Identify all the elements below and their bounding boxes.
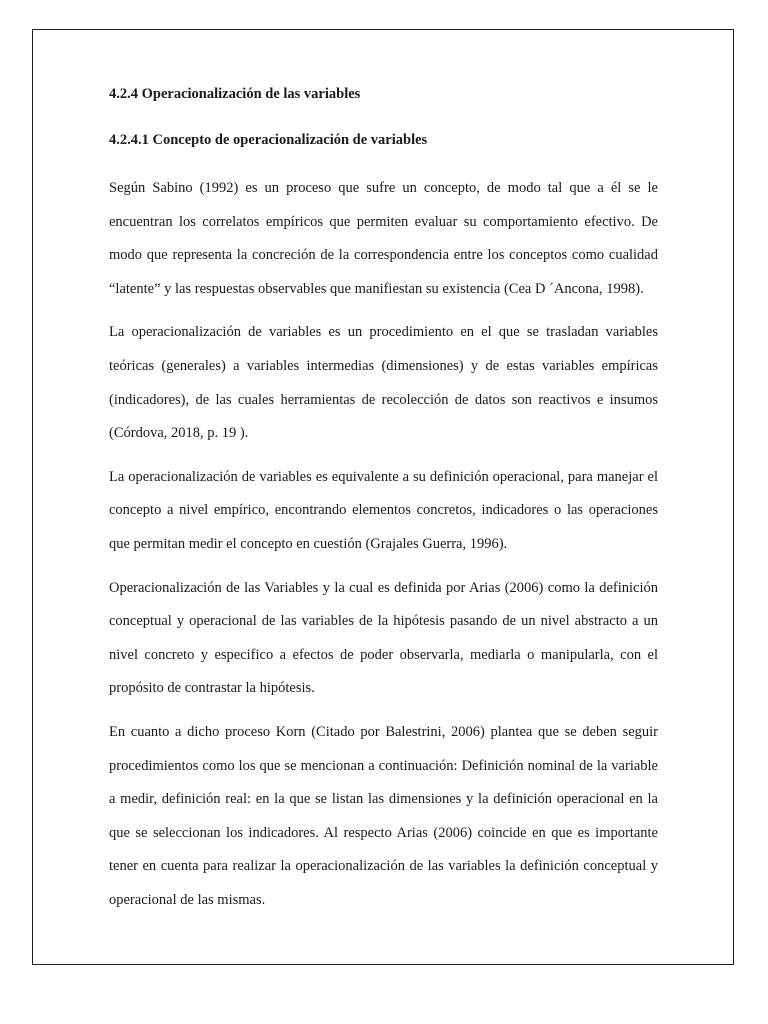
subsection-heading: 4.2.4.1 Concepto de operacionalización de variables xyxy=(109,132,428,148)
paragraph-sabino: Según Sabino (1992) es un proceso que sufre un concepto, de modo tal que a él se le encuentran los correlatos empíricos que permiten evaluar su comportamiento efectivo. De modo que representa la concreción de la correspondencia entre los conceptos como cualidad “latente” y las respuestas observables que manifiestan su existencia (Cea D ´Ancona, 1998). xyxy=(109,180,658,297)
section-heading: 4.2.4 Operacionalización de las variables xyxy=(109,86,361,102)
paragraph-procedimiento: La operacionalización de variables es un procedimiento en el que se trasladan variables teóricas (generales) a variables intermedias (dimensiones) y de estas variables empíricas (indicadores), de las cuales herramientas de recolección de datos son reactivos e insumos (Córdova, 2018, p. 19 ). xyxy=(109,324,658,442)
paragraph-korn: En cuanto a dicho proceso Korn (Citado por Balestrini, 2006) plantea que se deben seguir procedimientos como los que se mencionan a continuación: Definición nominal de la variable a medir, definición real: en la que se listan las dimensiones y la definición operacional en la que se seleccionan los indicadores. Al respecto Arias (2006) coincide en que es importante tener en cuenta para realizar la operacionalización de las variables la definición conceptual y operacional de las mismas. xyxy=(109,723,658,908)
paragraph-arias: Operacionalización de las Variables y la cual es definida por Arias (2006) como la definición conceptual y operacional de las variables de la hipótesis pasando de un nivel abstracto a un nivel concreto y especifico a efectos de poder observarla, mediarla o manipularla, con el propósito de contrastar la hipótesis. xyxy=(109,579,658,697)
paragraph-definicion-operacional: La operacionalización de variables es equivalente a su definición operacional, para manejar el concepto a nivel empírico, encontrando elementos concretos, indicadores o las operaciones que permitan medir el concepto en cuestión (Grajales Guerra, 1996). xyxy=(109,468,658,552)
document-body xyxy=(109,84,658,927)
